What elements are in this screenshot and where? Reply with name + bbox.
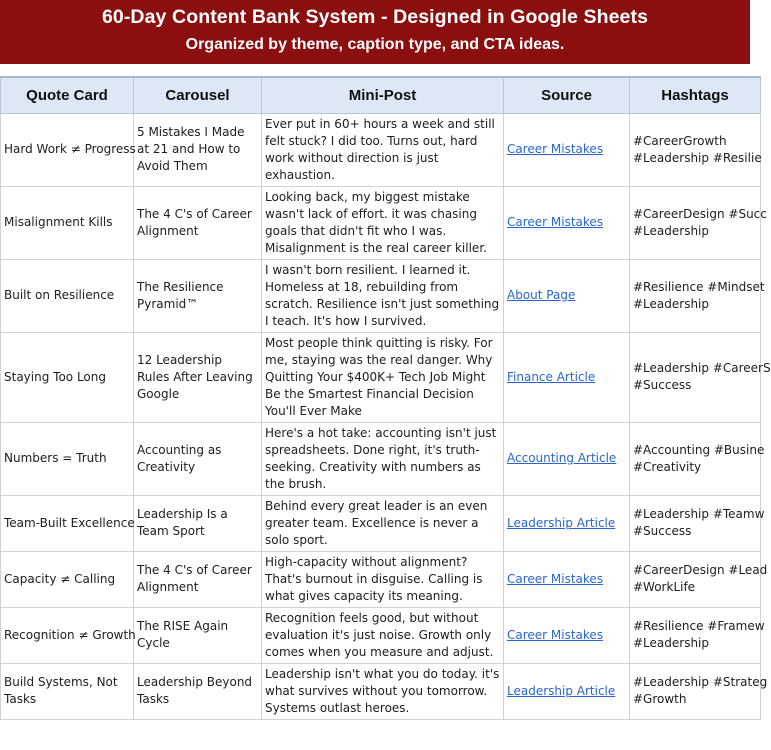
source-link[interactable]: Leadership Article: [507, 515, 616, 530]
hashtags-line-2: #Leadership: [633, 296, 710, 311]
quote-card-cell[interactable]: Numbers = Truth: [1, 422, 134, 495]
source-link[interactable]: Career Mistakes: [507, 627, 604, 642]
mini-post-cell[interactable]: High-capacity without alignment? That's burnout in disguise. Calling is what gives capacity its meaning.: [262, 551, 504, 607]
quote-card-cell[interactable]: Hard Work ≠ Progress: [1, 113, 134, 186]
hashtags-cell[interactable]: [630, 186, 767, 259]
spreadsheet-grid: [0, 76, 771, 715]
hashtags-line-2: #Creativity: [633, 459, 702, 474]
source-link[interactable]: Leadership Article: [507, 683, 616, 698]
hashtags-cell[interactable]: [630, 495, 765, 551]
source-link[interactable]: Career Mistakes: [507, 215, 604, 229]
table-row: [1, 663, 761, 719]
hashtags-line-1: #CareerDesign #Lead: [633, 563, 768, 577]
hashtags-line-1: #Resilience #Mindset: [633, 279, 765, 294]
quote-card-cell[interactable]: Capacity ≠ Calling: [1, 551, 134, 607]
hashtags-line-1: #CareerGrowth: [633, 133, 727, 148]
mini-post-cell[interactable]: I wasn't born resilient. I learned it. Homeless at 18, rebuilding from scratch. Resilience isn't just something I teach. It's how I survived.: [262, 259, 504, 332]
hashtags-line-2: #Leadership: [633, 223, 710, 238]
hashtags-line-2: #Leadership: [633, 636, 710, 650]
table-row: [1, 259, 761, 332]
carousel-cell[interactable]: 5 Mistakes I Made at 21 and How to Avoid Them: [134, 113, 262, 186]
source-link[interactable]: Finance Article: [507, 369, 596, 384]
quote-card-cell[interactable]: Team-Built Excellence: [1, 495, 134, 551]
hashtags-line-2: #WorkLife: [633, 580, 696, 594]
mini-post-cell[interactable]: Most people think quitting is risky. For me, staying was the real danger. Why Quitting Your $400K+ Tech Job Might Be the Smartest Financial Decision You'll Ever Make: [262, 332, 504, 422]
hashtags-line-1: #Leadership #Teamw: [633, 507, 765, 521]
mini-post-cell[interactable]: Here's a hot take: accounting isn't just spreadsheets. Done right, it's truth-seeking. Creativity with numbers as the brush.: [262, 422, 504, 495]
quote-card-cell[interactable]: Misalignment Kills: [1, 186, 134, 259]
hashtags-line-1: #Accounting #Busine: [633, 442, 765, 457]
source-cell[interactable]: [504, 259, 630, 332]
quote-card-cell[interactable]: Recognition ≠ Growth: [1, 607, 134, 663]
carousel-cell[interactable]: The 4 C's of Career Alignment: [134, 551, 262, 607]
carousel-cell[interactable]: Leadership Is a Team Sport: [134, 495, 262, 551]
source-cell[interactable]: [504, 422, 630, 495]
hashtags-line-2: #Success: [633, 378, 692, 392]
title-banner: [0, 0, 750, 64]
source-link[interactable]: Career Mistakes: [507, 571, 604, 586]
source-cell[interactable]: [504, 663, 630, 719]
source-link[interactable]: Accounting Article: [507, 451, 617, 465]
quote-card-cell[interactable]: Built on Resilience: [1, 259, 134, 332]
carousel-cell[interactable]: 12 Leadership Rules After Leaving Google: [134, 332, 262, 422]
source-cell[interactable]: [504, 607, 630, 663]
table-row: [1, 495, 761, 551]
mini-post-cell[interactable]: Ever put in 60+ hours a week and still felt stuck? I did too. Turns out, hard work without direction is just exhaustion.: [262, 113, 504, 186]
carousel-cell[interactable]: The RISE Again Cycle: [134, 607, 262, 663]
table-row: [1, 551, 761, 607]
page-subtitle: Organized by theme, caption type, and CTA ideas.: [185, 36, 565, 53]
column-header-carousel[interactable]: Carousel: [134, 77, 262, 113]
column-header-source[interactable]: Source: [504, 77, 630, 113]
source-link[interactable]: Career Mistakes: [507, 142, 604, 156]
hashtags-line-1: #CareerDesign #Succ: [633, 206, 767, 221]
mini-post-cell[interactable]: Recognition feels good, but without evaluation it's just noise. Growth only comes when you measure and adjust.: [262, 607, 504, 663]
table-row: [1, 332, 761, 422]
source-link[interactable]: About Page: [507, 288, 576, 302]
hashtags-cell[interactable]: [630, 259, 765, 332]
carousel-cell[interactable]: The Resilience Pyramid™: [134, 259, 262, 332]
table-row: [1, 422, 761, 495]
hashtags-cell[interactable]: [630, 551, 768, 607]
source-cell[interactable]: [504, 186, 630, 259]
carousel-cell[interactable]: Leadership Beyond Tasks: [134, 663, 262, 719]
hashtags-line-2: #Success: [633, 524, 692, 538]
page-title: 60-Day Content Bank System - Designed in Google Sheets: [101, 6, 649, 28]
hashtags-line-1: #Leadership #Strateg: [633, 675, 768, 689]
hashtags-cell[interactable]: [630, 422, 765, 495]
hashtags-cell[interactable]: [630, 663, 768, 719]
hashtags-cell[interactable]: [630, 113, 761, 186]
carousel-cell[interactable]: The 4 C's of Career Alignment: [134, 186, 262, 259]
hashtags-cell[interactable]: [630, 332, 771, 422]
source-cell[interactable]: [504, 551, 630, 607]
mini-post-cell[interactable]: Leadership isn't what you do today. it's what survives without you tomorrow. Systems outlast heroes.: [262, 663, 504, 719]
table-row: [1, 186, 761, 259]
source-cell[interactable]: [504, 113, 630, 186]
hashtags-line-2: #Growth: [633, 692, 687, 706]
hashtags-line-2: #Leadership #Resilie: [633, 150, 762, 165]
hashtags-line-1: #Leadership #CareerS: [633, 361, 771, 375]
quote-card-cell[interactable]: Staying Too Long: [1, 332, 134, 422]
content-bank-table: [0, 76, 771, 720]
column-header-mini-post[interactable]: Mini-Post: [262, 77, 504, 113]
column-header-quote-card[interactable]: Quote Card: [1, 77, 134, 113]
hashtags-line-1: #Resilience #Framew: [633, 619, 765, 633]
source-cell[interactable]: [504, 332, 630, 422]
source-cell[interactable]: [504, 495, 630, 551]
mini-post-cell[interactable]: Behind every great leader is an even greater team. Excellence is never a solo sport.: [262, 495, 504, 551]
carousel-cell[interactable]: Accounting as Creativity: [134, 422, 262, 495]
quote-card-cell[interactable]: Build Systems, Not Tasks: [1, 663, 134, 719]
header-row: [1, 77, 761, 113]
table-row: [1, 113, 761, 186]
table-row: [1, 607, 761, 663]
hashtags-cell[interactable]: [630, 607, 765, 663]
column-header-hashtags[interactable]: Hashtags: [630, 77, 761, 113]
mini-post-cell[interactable]: Looking back, my biggest mistake wasn't lack of effort. it was chasing goals that didn't fit who I was. Misalignment is the real career killer.: [262, 186, 504, 259]
